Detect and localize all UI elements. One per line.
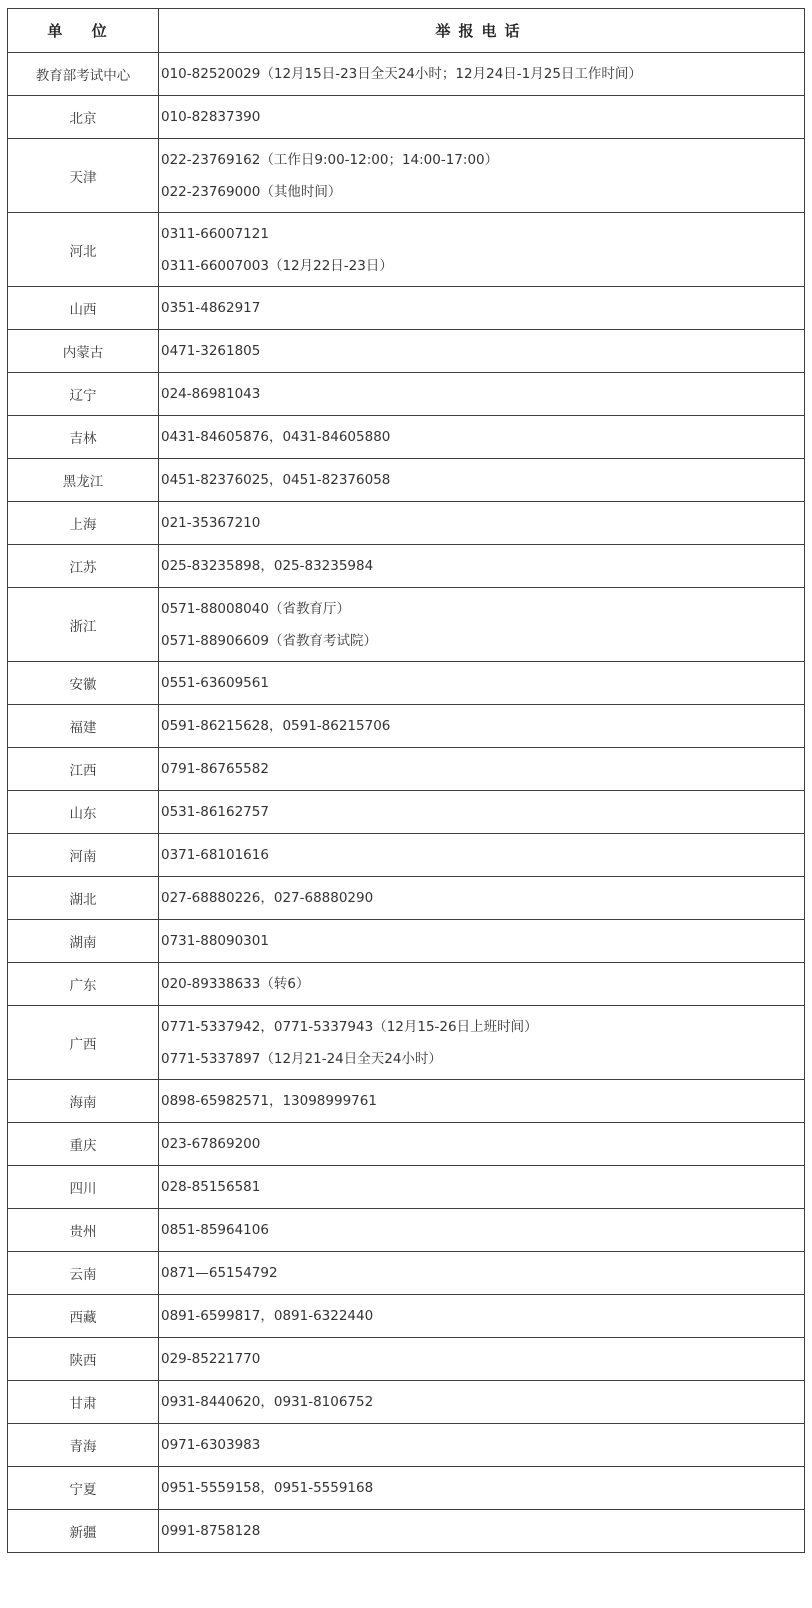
unit-cell: 北京 xyxy=(8,96,159,139)
header-phone: 举报电话 xyxy=(159,9,805,53)
phone-line: 0951-5559158，0951-5559168 xyxy=(161,1480,374,1496)
table-row xyxy=(8,1166,805,1209)
phone-cell xyxy=(159,1467,805,1510)
phone-cell xyxy=(159,1006,805,1080)
table-row xyxy=(8,920,805,963)
table-row xyxy=(8,1381,805,1424)
unit-cell: 山西 xyxy=(8,287,159,330)
unit-cell: 宁夏 xyxy=(8,1467,159,1510)
unit-cell: 广东 xyxy=(8,963,159,1006)
phone-cell xyxy=(159,791,805,834)
phone-cell xyxy=(159,459,805,502)
unit-cell: 教育部考试中心 xyxy=(8,53,159,96)
phone-cell xyxy=(159,877,805,920)
unit-cell: 江西 xyxy=(8,748,159,791)
unit-cell: 河北 xyxy=(8,213,159,287)
phone-cell xyxy=(159,834,805,877)
phone-cell xyxy=(159,139,805,213)
table-row xyxy=(8,791,805,834)
unit-cell: 陕西 xyxy=(8,1338,159,1381)
phone-cell xyxy=(159,1295,805,1338)
table-row xyxy=(8,213,805,287)
phone-line: 020-89338633（转6） xyxy=(161,976,310,992)
table-row xyxy=(8,1295,805,1338)
table-row xyxy=(8,662,805,705)
unit-cell: 河南 xyxy=(8,834,159,877)
phone-line: 0311-66007003（12月22日-23日） xyxy=(161,257,393,274)
table-row xyxy=(8,1338,805,1381)
table-row xyxy=(8,1006,805,1080)
table-row xyxy=(8,1080,805,1123)
table-row xyxy=(8,1252,805,1295)
phone-line: 0851-85964106 xyxy=(161,1222,269,1238)
phone-line: 0351-4862917 xyxy=(161,300,261,316)
phone-cell xyxy=(159,963,805,1006)
unit-cell: 西藏 xyxy=(8,1295,159,1338)
phone-line: 0871—65154792 xyxy=(161,1265,278,1281)
table-row xyxy=(8,834,805,877)
phone-line: 027-68880226，027-68880290 xyxy=(161,890,374,906)
table-row xyxy=(8,1467,805,1510)
phone-cell xyxy=(159,1252,805,1295)
phone-cell xyxy=(159,373,805,416)
phone-cell xyxy=(159,1338,805,1381)
table-row xyxy=(8,1209,805,1252)
phone-line: 024-86981043 xyxy=(161,386,261,402)
phone-line: 0571-88008040（省教育厅） xyxy=(161,600,350,617)
phone-line: 0571-88906609（省教育考试院） xyxy=(161,632,377,649)
phone-line: 0551-63609561 xyxy=(161,675,269,691)
phone-line: 022-23769162（工作日9:00-12:00；14:00-17:00） xyxy=(161,151,499,168)
phone-cell xyxy=(159,416,805,459)
unit-cell: 甘肃 xyxy=(8,1381,159,1424)
phone-cell xyxy=(159,588,805,662)
phone-cell xyxy=(159,1123,805,1166)
unit-cell: 湖南 xyxy=(8,920,159,963)
phone-line: 0898-65982571，13098999761 xyxy=(161,1093,377,1109)
unit-cell: 湖北 xyxy=(8,877,159,920)
phone-cell xyxy=(159,287,805,330)
table-row xyxy=(8,588,805,662)
phone-cell xyxy=(159,330,805,373)
unit-cell: 上海 xyxy=(8,502,159,545)
phone-line: 0931-8440620，0931-8106752 xyxy=(161,1394,374,1410)
unit-cell: 黑龙江 xyxy=(8,459,159,502)
table-row xyxy=(8,53,805,96)
phone-line: 0771-5337897（12月21-24日全天24小时） xyxy=(161,1050,442,1067)
unit-cell: 内蒙古 xyxy=(8,330,159,373)
unit-cell: 四川 xyxy=(8,1166,159,1209)
table-row xyxy=(8,1510,805,1553)
phone-line: 0731-88090301 xyxy=(161,933,269,949)
table-row xyxy=(8,877,805,920)
table-row xyxy=(8,748,805,791)
phone-cell xyxy=(159,96,805,139)
header-unit: 单 位 xyxy=(8,9,159,53)
header-row xyxy=(8,9,805,53)
phone-cell xyxy=(159,920,805,963)
unit-cell: 吉林 xyxy=(8,416,159,459)
phone-cell xyxy=(159,545,805,588)
report-phone-table xyxy=(7,8,805,1553)
unit-cell: 天津 xyxy=(8,139,159,213)
unit-cell: 重庆 xyxy=(8,1123,159,1166)
unit-cell: 云南 xyxy=(8,1252,159,1295)
phone-line: 022-23769000（其他时间） xyxy=(161,183,342,200)
unit-cell: 安徽 xyxy=(8,662,159,705)
table-row xyxy=(8,459,805,502)
phone-cell xyxy=(159,1080,805,1123)
phone-line: 010-82520029（12月15日-23日全天24小时；12月24日-1月25日工作时间） xyxy=(161,66,642,82)
table-row xyxy=(8,287,805,330)
unit-cell: 山东 xyxy=(8,791,159,834)
phone-cell xyxy=(159,213,805,287)
phone-line: 0791-86765582 xyxy=(161,761,269,777)
unit-cell: 广西 xyxy=(8,1006,159,1080)
phone-line: 0591-86215628，0591-86215706 xyxy=(161,718,391,734)
table-row xyxy=(8,545,805,588)
unit-cell: 海南 xyxy=(8,1080,159,1123)
phone-line: 0311-66007121 xyxy=(161,225,269,242)
table-row xyxy=(8,139,805,213)
phone-line: 028-85156581 xyxy=(161,1179,261,1195)
unit-cell: 浙江 xyxy=(8,588,159,662)
phone-line: 029-85221770 xyxy=(161,1351,261,1367)
unit-cell: 新疆 xyxy=(8,1510,159,1553)
phone-line: 0371-68101616 xyxy=(161,847,269,863)
phone-cell xyxy=(159,1424,805,1467)
phone-line: 023-67869200 xyxy=(161,1136,261,1152)
phone-line: 0971-6303983 xyxy=(161,1437,261,1453)
phone-cell xyxy=(159,1166,805,1209)
table-row xyxy=(8,1123,805,1166)
table-row xyxy=(8,96,805,139)
table-row xyxy=(8,1424,805,1467)
phone-cell xyxy=(159,662,805,705)
phone-cell xyxy=(159,705,805,748)
phone-cell xyxy=(159,53,805,96)
phone-line: 0531-86162757 xyxy=(161,804,269,820)
phone-cell xyxy=(159,1510,805,1553)
table-row xyxy=(8,705,805,748)
phone-line: 0991-8758128 xyxy=(161,1523,261,1539)
phone-cell xyxy=(159,502,805,545)
phone-cell xyxy=(159,748,805,791)
phone-line: 0891-6599817，0891-6322440 xyxy=(161,1308,374,1324)
unit-cell: 江苏 xyxy=(8,545,159,588)
table-row xyxy=(8,502,805,545)
phone-line: 0431-84605876，0431-84605880 xyxy=(161,429,391,445)
phone-line: 0771-5337942，0771-5337943（12月15-26日上班时间） xyxy=(161,1018,538,1035)
phone-line: 0471-3261805 xyxy=(161,343,261,359)
phone-cell xyxy=(159,1209,805,1252)
table-row xyxy=(8,373,805,416)
table-body xyxy=(8,53,805,1553)
phone-cell xyxy=(159,1381,805,1424)
table-row xyxy=(8,330,805,373)
unit-cell: 福建 xyxy=(8,705,159,748)
table-header xyxy=(8,9,805,53)
unit-cell: 辽宁 xyxy=(8,373,159,416)
phone-line: 025-83235898，025-83235984 xyxy=(161,558,374,574)
table-row xyxy=(8,416,805,459)
phone-line: 0451-82376025，0451-82376058 xyxy=(161,472,391,488)
phone-line: 010-82837390 xyxy=(161,109,261,125)
table-row xyxy=(8,963,805,1006)
phone-line: 021-35367210 xyxy=(161,515,261,531)
unit-cell: 贵州 xyxy=(8,1209,159,1252)
unit-cell: 青海 xyxy=(8,1424,159,1467)
